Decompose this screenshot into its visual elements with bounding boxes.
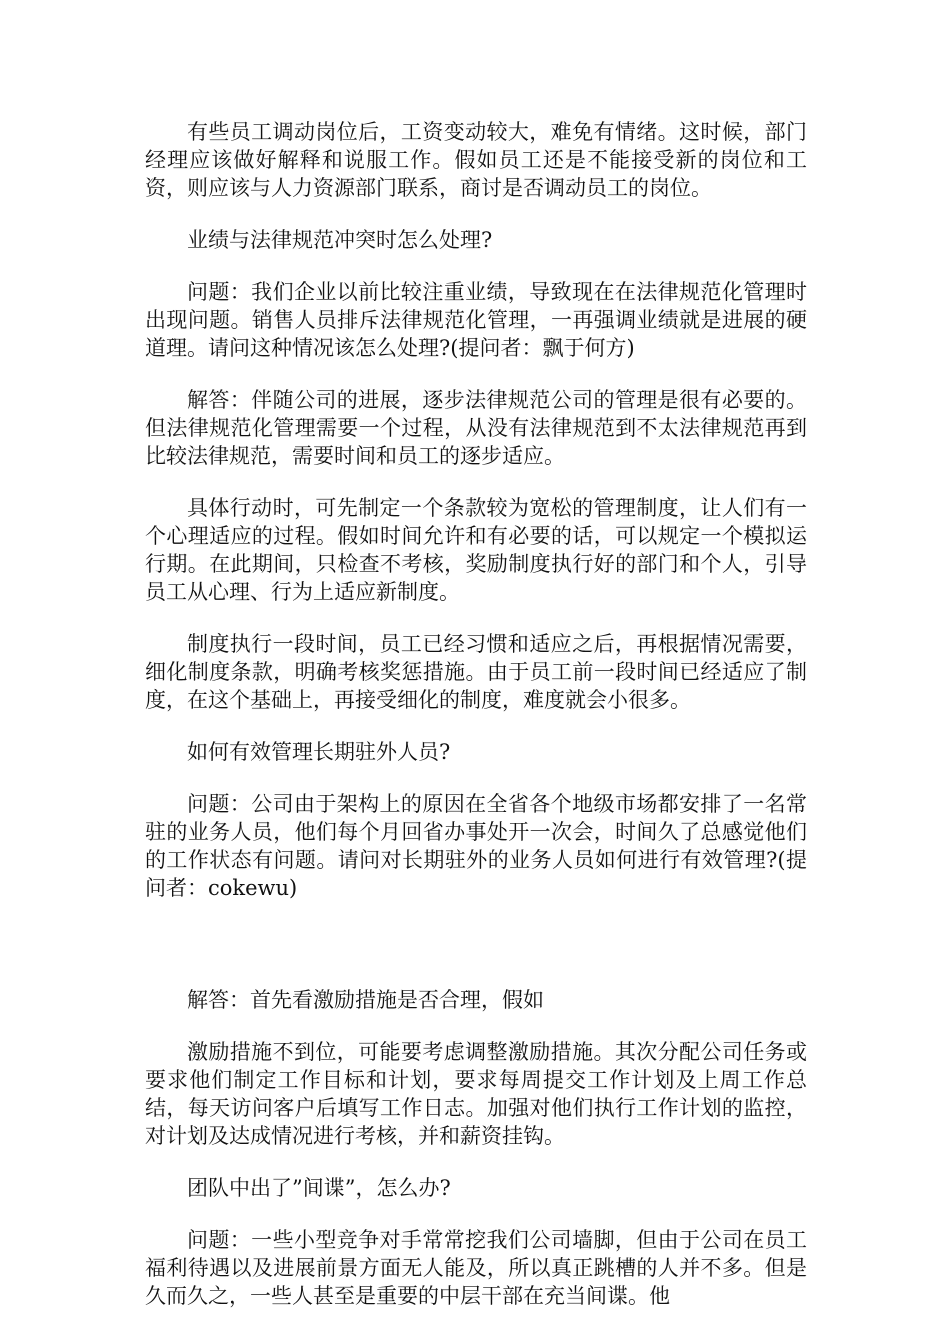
paragraph-refinement: 制度执行一段时间，员工已经习惯和适应之后，再根据情况需要，细化制度条款，明确考核奖惩措施。由于员工前一段时间已经适应了制度，在这个基础上，再接受细化的制度，难度就会小很多。 bbox=[145, 632, 807, 712]
paragraph-answer-2-start: 解答：首先看激励措施是否合理，假如 bbox=[187, 988, 544, 1012]
heading-spy-in-team: 团队中出了”间谍”，怎么办? bbox=[187, 1176, 451, 1200]
paragraph-answer-2-continued: 激励措施不到位，可能要考虑调整激励措施。其次分配公司任务或要求他们制定工作目标和计划，要求每周提交工作计划及上周工作总结，每天访问客户后填写工作日志。加强对他们执行工作计划的监控，对计划及达成情况进行考核，并和薪资挂钩。 bbox=[145, 1040, 807, 1148]
paragraph-implementation: 具体行动时，可先制定一个条款较为宽松的管理制度，让人们有一个心理适应的过程。假如时间允许和有必要的话，可以规定一个模拟运行期。在此期间，只检查不考核，奖励制度执行好的部门和个人，引导员工从心理、行为上适应新制度。 bbox=[145, 496, 807, 604]
paragraph-salary-adjustment: 有些员工调动岗位后，工资变动较大，难免有情绪。这时候，部门经理应该做好解释和说服工作。假如员工还是不能接受新的岗位和工资，则应该与人力资源部门联系，商讨是否调动员工的岗位。 bbox=[145, 120, 807, 200]
heading-performance-vs-law: 业绩与法律规范冲突时怎么处理? bbox=[187, 228, 493, 252]
paragraph-answer-1: 解答：伴随公司的进展，逐步法律规范公司的管理是很有必要的。但法律规范化管理需要一个过程，从没有法律规范到不太法律规范再到比较法律规范，需要时间和员工的逐步适应。 bbox=[145, 388, 807, 468]
paragraph-question-2: 问题：公司由于架构上的原因在全省各个地级市场都安排了一名常驻的业务人员，他们每个月回省办事处开一次会，时间久了总感觉他们的工作状态有问题。请问对长期驻外的业务人员如何进行有效管理?(提问者：cokewu) bbox=[145, 792, 807, 900]
document-body bbox=[145, 118, 807, 1334]
blank-gap bbox=[145, 926, 807, 986]
heading-remote-staff: 如何有效管理长期驻外人员? bbox=[187, 740, 451, 764]
paragraph-question-1: 问题：我们企业以前比较注重业绩，导致现在在法律规范化管理时出现问题。销售人员排斥法律规范化管理，一再强调业绩就是进展的硬道理。请问这种情况该怎么处理?(提问者：飘于何方) bbox=[145, 280, 807, 360]
paragraph-question-3: 问题：一些小型竞争对手常常挖我们公司墙脚，但由于公司在员工福利待遇以及进展前景方面无人能及，所以真正跳槽的人并不多。但是久而久之，一些人甚至是重要的中层干部在充当间谍。他 bbox=[145, 1228, 807, 1308]
